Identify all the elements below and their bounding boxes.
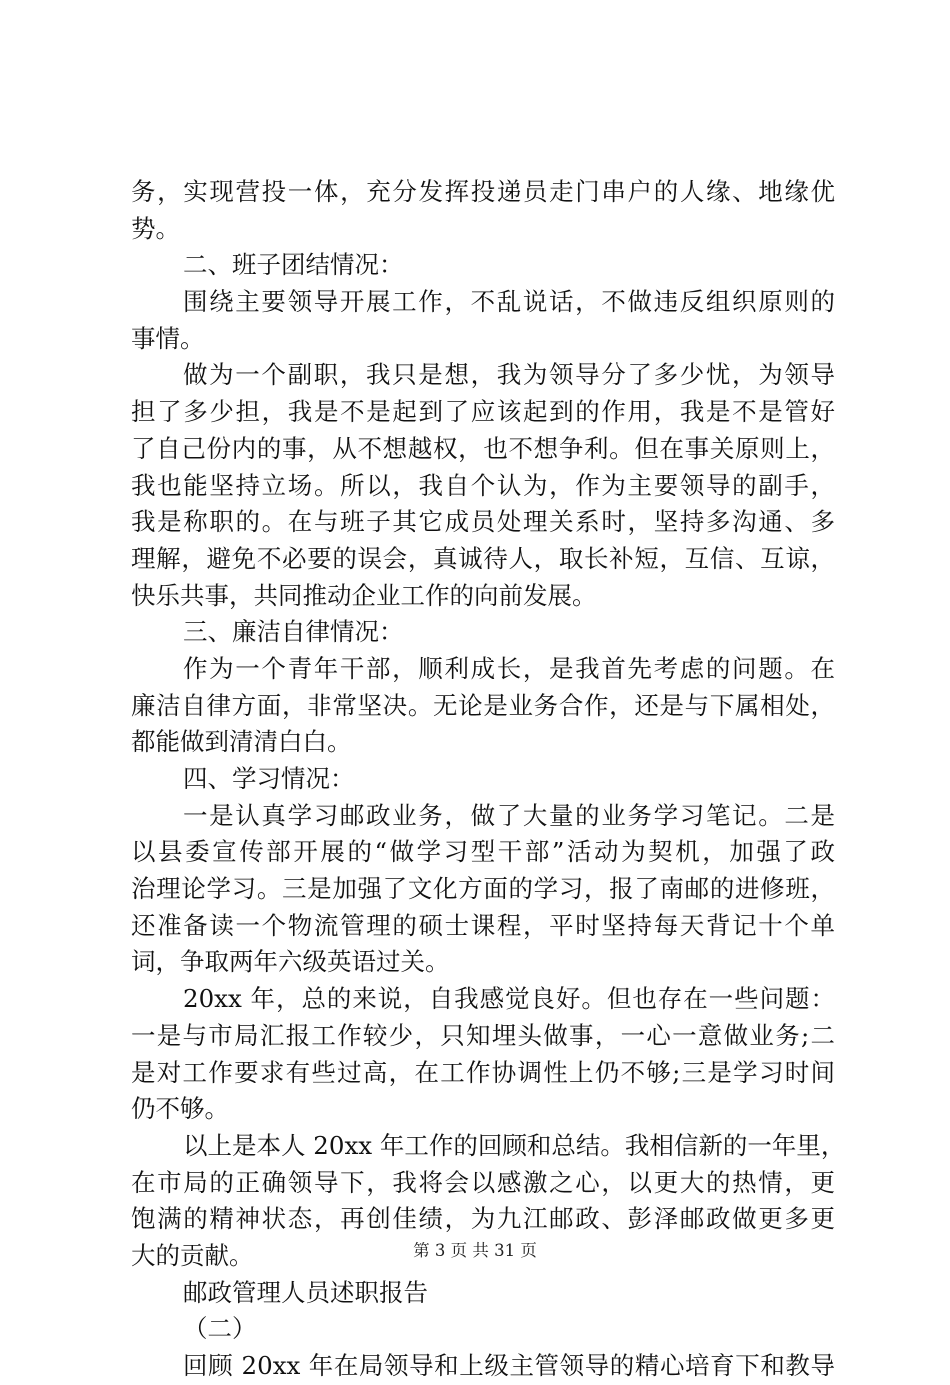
text-line: 仍不够。 bbox=[131, 1094, 229, 1124]
text-line: 一是认真学习邮政业务，做了大量的业务学习笔记。二是 bbox=[183, 800, 835, 830]
text-line: 饱满的精神状态，再创佳绩，为九江邮政、彭泽邮政做更多更 bbox=[131, 1204, 835, 1234]
text-line: 在市局的正确领导下，我将会以感激之心，以更大的热情，更 bbox=[131, 1167, 835, 1197]
page-footer: 第 3 页 共 31 页 bbox=[413, 1241, 537, 1260]
text-line: 担了多少担，我是不是起到了应该起到的作用，我是不是管好 bbox=[131, 397, 835, 427]
text-line: 我也能坚持立场。所以，我自个认为，作为主要领导的副手， bbox=[131, 470, 835, 500]
text-line: 作为一个青年干部，顺利成长，是我首先考虑的问题。在 bbox=[183, 653, 835, 683]
text-line: 以上是本人 20xx 年工作的回顾和总结。我相信新的一年里， bbox=[183, 1130, 846, 1160]
text-line: 是对工作要求有些过高，在工作协调性上仍不够;三是学习时间 bbox=[131, 1057, 835, 1087]
text-line: 都能做到清清白白。 bbox=[131, 727, 352, 757]
document-title: 邮政管理人员述职报告 bbox=[183, 1277, 428, 1307]
text-line: 务，实现营投一体，充分发挥投递员走门串户的人缘、地缘优 bbox=[131, 177, 835, 206]
text-line: 做为一个副职，我只是想，我为领导分了多少忧，为领导 bbox=[183, 360, 835, 390]
text-line: 快乐共事，共同推动企业工作的向前发展。 bbox=[131, 580, 597, 610]
text-line: 治理论学习。三是加强了文化方面的学习，报了南邮的进修班， bbox=[131, 874, 835, 904]
text-line: 以县委宣传部开展的“做学习型干部”活动为契机，加强了政 bbox=[131, 837, 835, 867]
text-line: 围绕主要领导开展工作，不乱说话，不做违反组织原则的 bbox=[183, 287, 835, 317]
section-heading: 二、班子团结情况： bbox=[183, 250, 404, 280]
text-line: 了自己份内的事，从不想越权，也不想争利。但在事关原则上， bbox=[131, 433, 835, 463]
text-line: 廉洁自律方面，非常坚决。无论是业务合作，还是与下属相处， bbox=[131, 690, 835, 720]
text-line: 20xx 年，总的来说，自我感觉良好。但也存在一些问题： bbox=[183, 984, 835, 1014]
section-number: （二） bbox=[183, 1314, 257, 1344]
text-line: 还准备读一个物流管理的硕士课程，平时坚持每天背记十个单 bbox=[131, 910, 835, 940]
text-line: 理解，避免不必要的误会，真诚待人，取长补短，互信、互谅， bbox=[131, 543, 835, 573]
text-line: 大的贡献。 bbox=[131, 1240, 254, 1270]
text-line: 我是称职的。在与班子其它成员处理关系时，坚持多沟通、多 bbox=[131, 507, 835, 537]
text-line: 词，争取两年六级英语过关。 bbox=[131, 947, 450, 977]
text-line: 事情。 bbox=[131, 323, 205, 353]
text-line: 一是与市局汇报工作较少，只知埋头做事，一心一意做业务;二 bbox=[131, 1020, 835, 1050]
section-heading: 四、学习情况： bbox=[183, 764, 355, 793]
text-line: 势。 bbox=[131, 213, 180, 243]
section-heading: 三、廉洁自律情况： bbox=[183, 617, 404, 647]
text-line: 回顾 20xx 年在局领导和上级主管领导的精心培育下和教导 bbox=[183, 1351, 835, 1380]
document-body bbox=[131, 174, 846, 1385]
